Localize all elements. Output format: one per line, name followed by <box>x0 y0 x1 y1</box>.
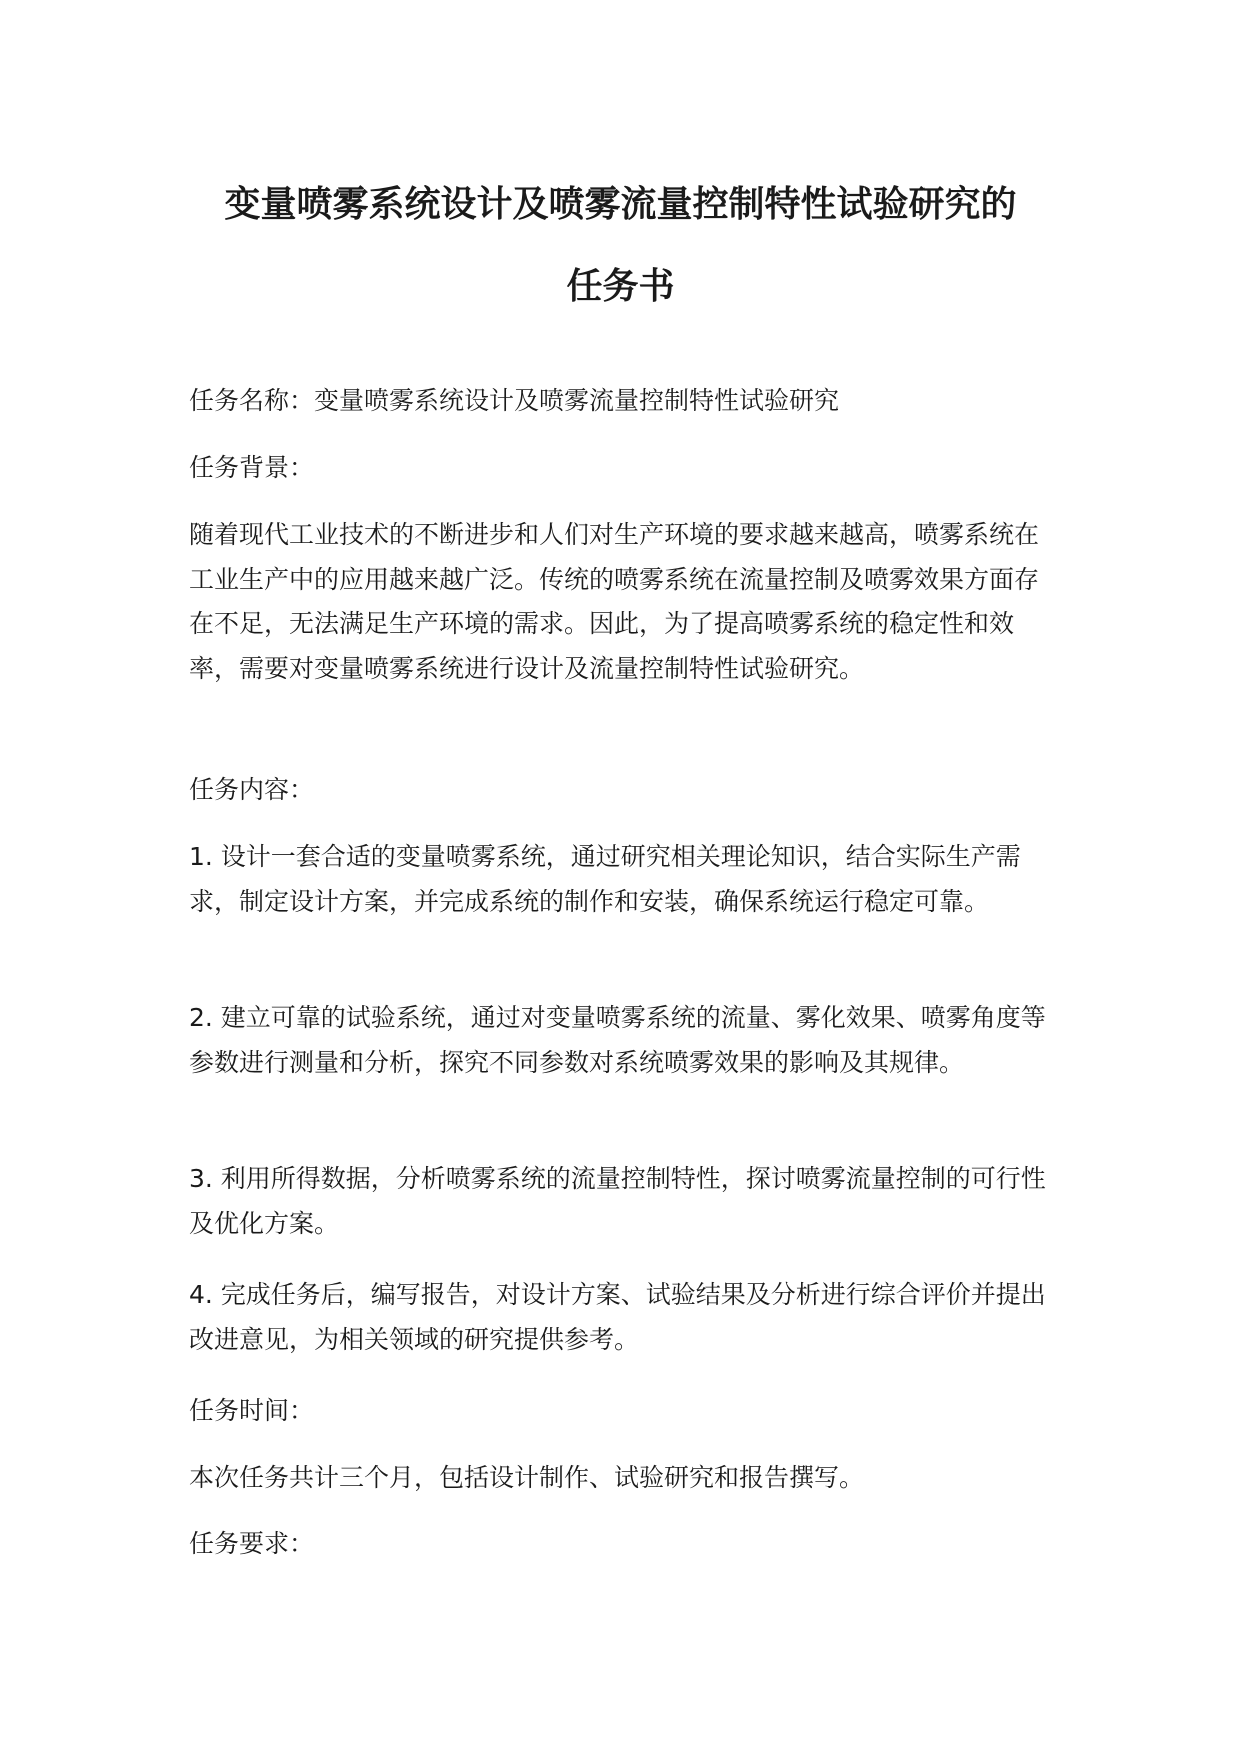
time-paragraph: 本次任务共计三个月，包括设计制作、试验研究和报告撰写。 <box>189 1463 865 1492</box>
content-item-2: 2. 建立可靠的试验系统，通过对变量喷雾系统的流量、雾化效果、喷雾角度等参数进行测量和分析，探究不同参数对系统喷雾效果的影响及其规律。 <box>189 1003 1046 1077</box>
content-heading: 任务内容： <box>189 775 315 804</box>
document-title-line-2: 任务书 <box>566 266 675 307</box>
document-title-line-1: 变量喷雾系统设计及喷雾流量控制特性试验研究的 <box>224 184 1017 225</box>
task-name-paragraph: 任务名称：变量喷雾系统设计及喷雾流量控制特性试验研究 <box>189 386 840 415</box>
background-paragraph: 随着现代工业技术的不断进步和人们对生产环境的要求越来越高，喷雾系统在工业生产中的应用越来越广泛。传统的喷雾系统在流量控制及喷雾效果方面存在不足，无法满足生产环境的需求。因此，为了提高喷雾系统的稳定性和效率，需要对变量喷雾系统进行设计及流量控制特性试验研究。 <box>189 520 1040 683</box>
time-heading: 任务时间： <box>189 1396 315 1425</box>
background-heading: 任务背景： <box>189 453 315 482</box>
requirements-heading: 任务要求： <box>189 1529 315 1558</box>
content-item-3: 3. 利用所得数据，分析喷雾系统的流量控制特性，探讨喷雾流量控制的可行性及优化方案。 <box>189 1164 1046 1238</box>
content-item-1: 1. 设计一套合适的变量喷雾系统，通过研究相关理论知识，结合实际生产需求，制定设计方案，并完成系统的制作和安装，确保系统运行稳定可靠。 <box>189 842 1021 916</box>
content-item-4: 4. 完成任务后，编写报告，对设计方案、试验结果及分析进行综合评价并提出改进意见，为相关领域的研究提供参考。 <box>189 1280 1046 1354</box>
